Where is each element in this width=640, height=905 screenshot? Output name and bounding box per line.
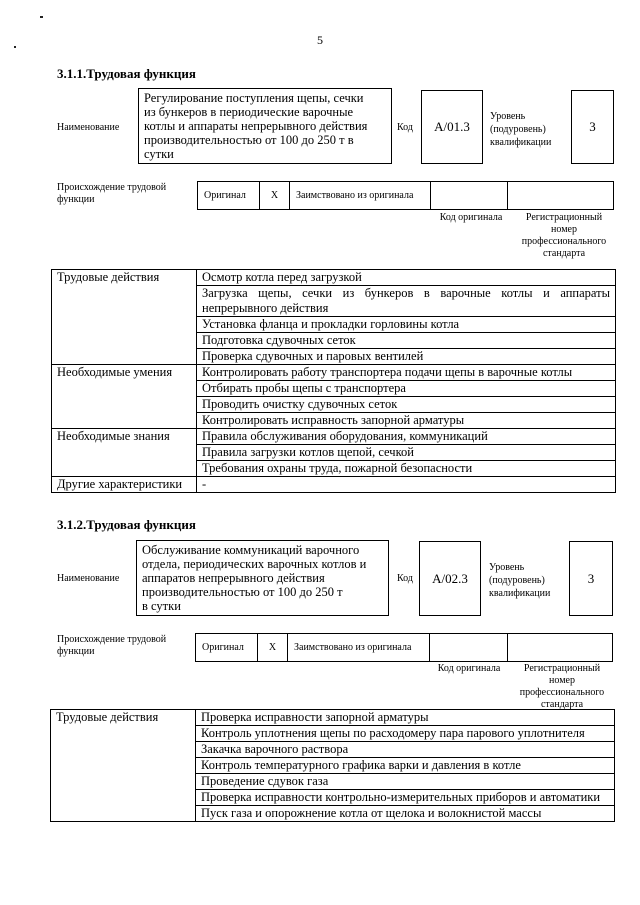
item-cell: Проверка сдувочных и паровых вентилей <box>197 349 616 365</box>
level-label-line: Уровень <box>490 111 526 122</box>
origin-mark: X <box>260 182 290 209</box>
level-label-line: квалификации <box>489 588 551 599</box>
function-name-line: отдела, периодических варочных котлов и <box>142 557 367 571</box>
qualification-level: 3 <box>571 90 614 164</box>
origin-mark: X <box>258 634 288 661</box>
level-label-line: квалификации <box>490 137 552 148</box>
table-row <box>52 429 616 445</box>
function-name-line: производительностью от 100 до 250 т <box>142 585 343 599</box>
caption-original-code: Код оригинала <box>437 663 501 674</box>
function-name-line: Регулирование поступления щепы, сечки <box>144 91 364 105</box>
origin-label-line: функции <box>57 646 95 657</box>
caption-line: номер <box>549 675 575 686</box>
category-cell: Трудовые действия <box>51 710 196 822</box>
item-cell: Осмотр котла перед загрузкой <box>197 270 616 286</box>
item-cell: Загрузка щепы, сечки из бункеров в варочные котлы и аппараты непрерывного действия <box>197 286 616 317</box>
item-cell: Правила обслуживания оборудования, коммуникаций <box>197 429 616 445</box>
category-cell: Трудовые действия <box>52 270 197 365</box>
scan-speck <box>40 16 43 18</box>
item-cell: Проверка исправности контрольно-измерительных приборов и автоматики <box>196 790 615 806</box>
item-cell: Проведение сдувок газа <box>196 774 615 790</box>
caption-registration-number <box>510 663 614 711</box>
caption-line: номер <box>551 224 577 235</box>
item-cell: Контроль температурного графика варки и давления в котле <box>196 758 615 774</box>
function-name-box <box>138 88 392 164</box>
function-name-line: аппаратов непрерывного действия <box>142 571 325 585</box>
origin-original-cell: Оригинал <box>198 182 260 209</box>
origin-label-line: Происхождение трудовой <box>57 182 167 193</box>
caption-line: Регистрационный <box>523 663 601 674</box>
item-cell: Контролировать исправность запорной арматуры <box>197 413 616 429</box>
item-cell: Требования охраны труда, пожарной безопасности <box>197 461 616 477</box>
function-name-line: сутки <box>144 147 174 161</box>
item-cell: Правила загрузки котлов щепой, сечкой <box>197 445 616 461</box>
section-title: 3.1.2.Трудовая функция <box>57 517 196 532</box>
item-cell: Контроль уплотнения щепы по расходомеру пара парового уплотнителя <box>196 726 615 742</box>
code-label: Код <box>397 122 413 133</box>
function-code: A/01.3 <box>421 90 483 164</box>
function-details-table <box>51 269 616 493</box>
item-cell: Проводить очистку сдувочных сеток <box>197 397 616 413</box>
function-name-box <box>136 540 389 616</box>
level-label-line: (подуровень) <box>490 124 546 135</box>
origin-table <box>195 633 613 662</box>
registration-number-cell <box>508 182 613 209</box>
function-name-line: из бункеров в периодические варочные <box>144 105 354 119</box>
category-cell: Необходимые знания <box>52 429 197 477</box>
level-label-line: (подуровень) <box>489 575 545 586</box>
origin-label-line: Происхождение трудовой <box>57 634 167 645</box>
caption-line: профессионального <box>521 236 607 247</box>
caption-registration-number <box>512 212 616 260</box>
caption-original-code: Код оригинала <box>439 212 503 223</box>
caption-line: стандарта <box>542 248 586 259</box>
function-name-line: в сутки <box>142 599 181 613</box>
name-label: Наименование <box>57 573 120 584</box>
registration-number-cell <box>508 634 612 661</box>
origin-label <box>57 634 166 658</box>
qualification-level: 3 <box>569 541 613 616</box>
level-label-line: Уровень <box>489 562 525 573</box>
function-name-line: котлы и аппараты непрерывного действия <box>144 119 368 133</box>
function-name-line: производительностью от 100 до 250 т в <box>144 133 354 147</box>
item-cell: Подготовка сдувочных сеток <box>197 333 616 349</box>
item-cell: Пуск газа и опорожнение котла от щелока и волокнистой массы <box>196 806 615 822</box>
item-cell: Отбирать пробы щепы с транспортера <box>197 381 616 397</box>
page-number: 5 <box>317 33 323 47</box>
caption-line: профессионального <box>519 687 605 698</box>
origin-borrowed-cell: Заимствовано из оригинала <box>290 182 431 209</box>
item-cell: Контролировать работу транспортера подачи щепы в варочные котлы <box>197 365 616 381</box>
original-code-cell <box>430 634 508 661</box>
level-label <box>489 561 550 600</box>
table-row <box>51 710 615 726</box>
origin-table <box>197 181 614 210</box>
item-cell: Закачка варочного раствора <box>196 742 615 758</box>
category-cell: Необходимые умения <box>52 365 197 429</box>
function-name-line: Обслуживание коммуникаций варочного <box>142 543 360 557</box>
function-details-table <box>50 709 615 822</box>
item-cell: Проверка исправности запорной арматуры <box>196 710 615 726</box>
item-cell: - <box>197 477 616 493</box>
table-row <box>52 270 616 286</box>
item-cell: Установка фланца и прокладки горловины котла <box>197 317 616 333</box>
function-code: A/02.3 <box>419 541 481 616</box>
code-label: Код <box>397 573 413 584</box>
level-label <box>490 110 551 149</box>
caption-line: Регистрационный <box>525 212 603 223</box>
table-row <box>52 365 616 381</box>
origin-borrowed-cell: Заимствовано из оригинала <box>288 634 430 661</box>
origin-original-cell: Оригинал <box>196 634 258 661</box>
table-row <box>52 477 616 493</box>
section-title: 3.1.1.Трудовая функция <box>57 66 196 81</box>
origin-label <box>57 182 166 206</box>
original-code-cell <box>431 182 508 209</box>
caption-line: стандарта <box>540 699 584 710</box>
name-label: Наименование <box>57 122 120 133</box>
origin-label-line: функции <box>57 194 95 205</box>
category-cell: Другие характеристики <box>52 477 197 493</box>
